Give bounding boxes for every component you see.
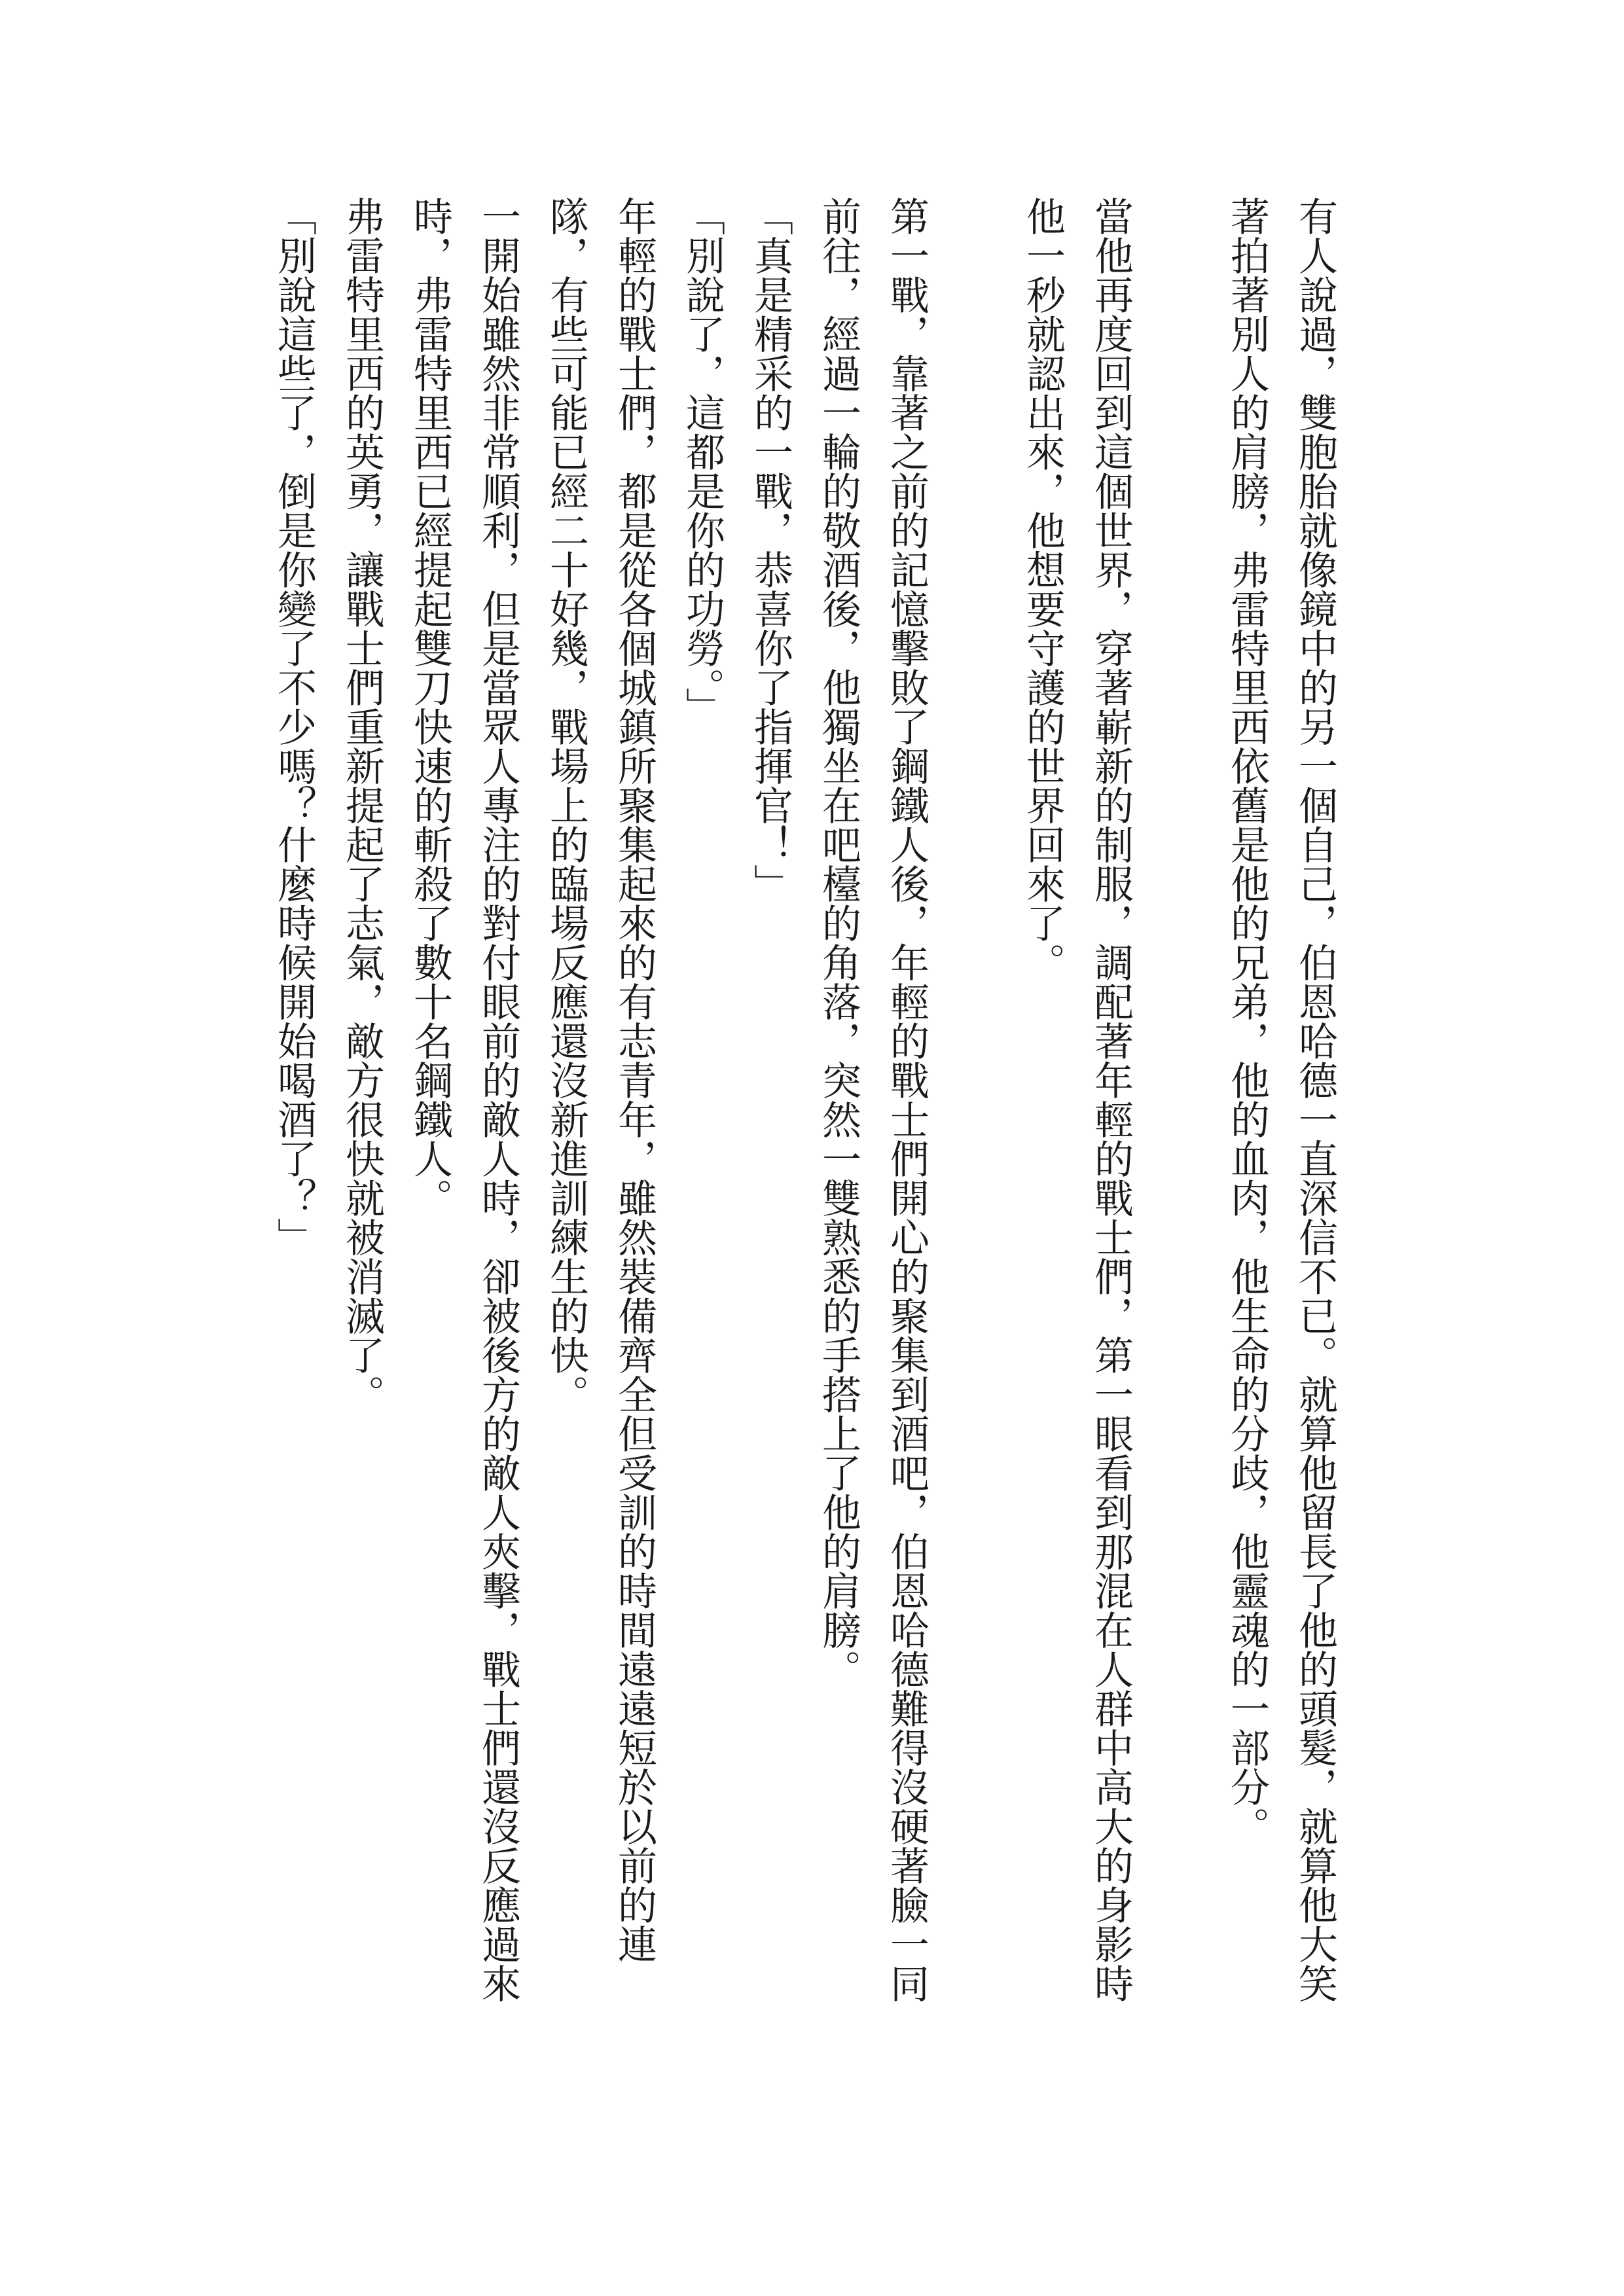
paragraph-gap <box>941 196 1009 2003</box>
paragraph-1: 有人說過，雙胞胎就像鏡中的另一個自己，伯恩哈德一直深信不已。就算他留長了他的頭髮，就算他大笑著拍著別人的肩膀，弗雷特里西依舊是他的兄弟，他的血肉，他生命的分歧，他靈魂的一部分。 <box>1224 196 1338 2003</box>
paragraph-2: 當他再度回到這個世界，穿著嶄新的制服，調配著年輕的戰士們，第一眼看到那混在人群中高大的身影時他一秒就認出來，他想要守護的世界回來了。 <box>1020 196 1134 2003</box>
paragraph-4: 年輕的戰士們，都是從各個城鎮所聚集起來的有志青年，雖然裝備齊全但受訓的時間遠遠短於以前的連隊，有些可能已經二十好幾，戰場上的臨場反應還沒新進訓練生的快。 <box>543 196 657 1964</box>
paragraph-5: 一開始雖然非常順利，但是當眾人專注的對付眼前的敵人時，卻被後方的敵人夾擊，戰士們還沒反應過來時，弗雷特里西已經提起雙刀快速的斬殺了數十名鋼鐵人。 <box>407 196 521 2003</box>
paragraph-6: 弗雷特里西的英勇，讓戰士們重新提起了志氣，敵方很快就被消滅了。 <box>339 196 385 1414</box>
dialogue-line-2: 「別說了，這都是你的功勞。」 <box>679 196 725 726</box>
paragraph-gap <box>1145 196 1213 2003</box>
dialogue-line-1: 「真是精采的一戰，恭喜你了指揮官！」 <box>748 196 793 903</box>
vertical-text-body <box>260 196 1349 2003</box>
dialogue-line-3: 「別說這些了，倒是你變了不少嗎？什麼時候開始喝酒了？」 <box>271 196 317 1257</box>
paragraph-3: 第一戰，靠著之前的記憶擊敗了鋼鐵人後，年輕的戰士們開心的聚集到酒吧，伯恩哈德難得沒硬著臉一同前往，經過一輪的敬酒後，他獨坐在吧檯的角落，突然一雙熟悉的手搭上了他的肩膀。 <box>816 196 929 2003</box>
